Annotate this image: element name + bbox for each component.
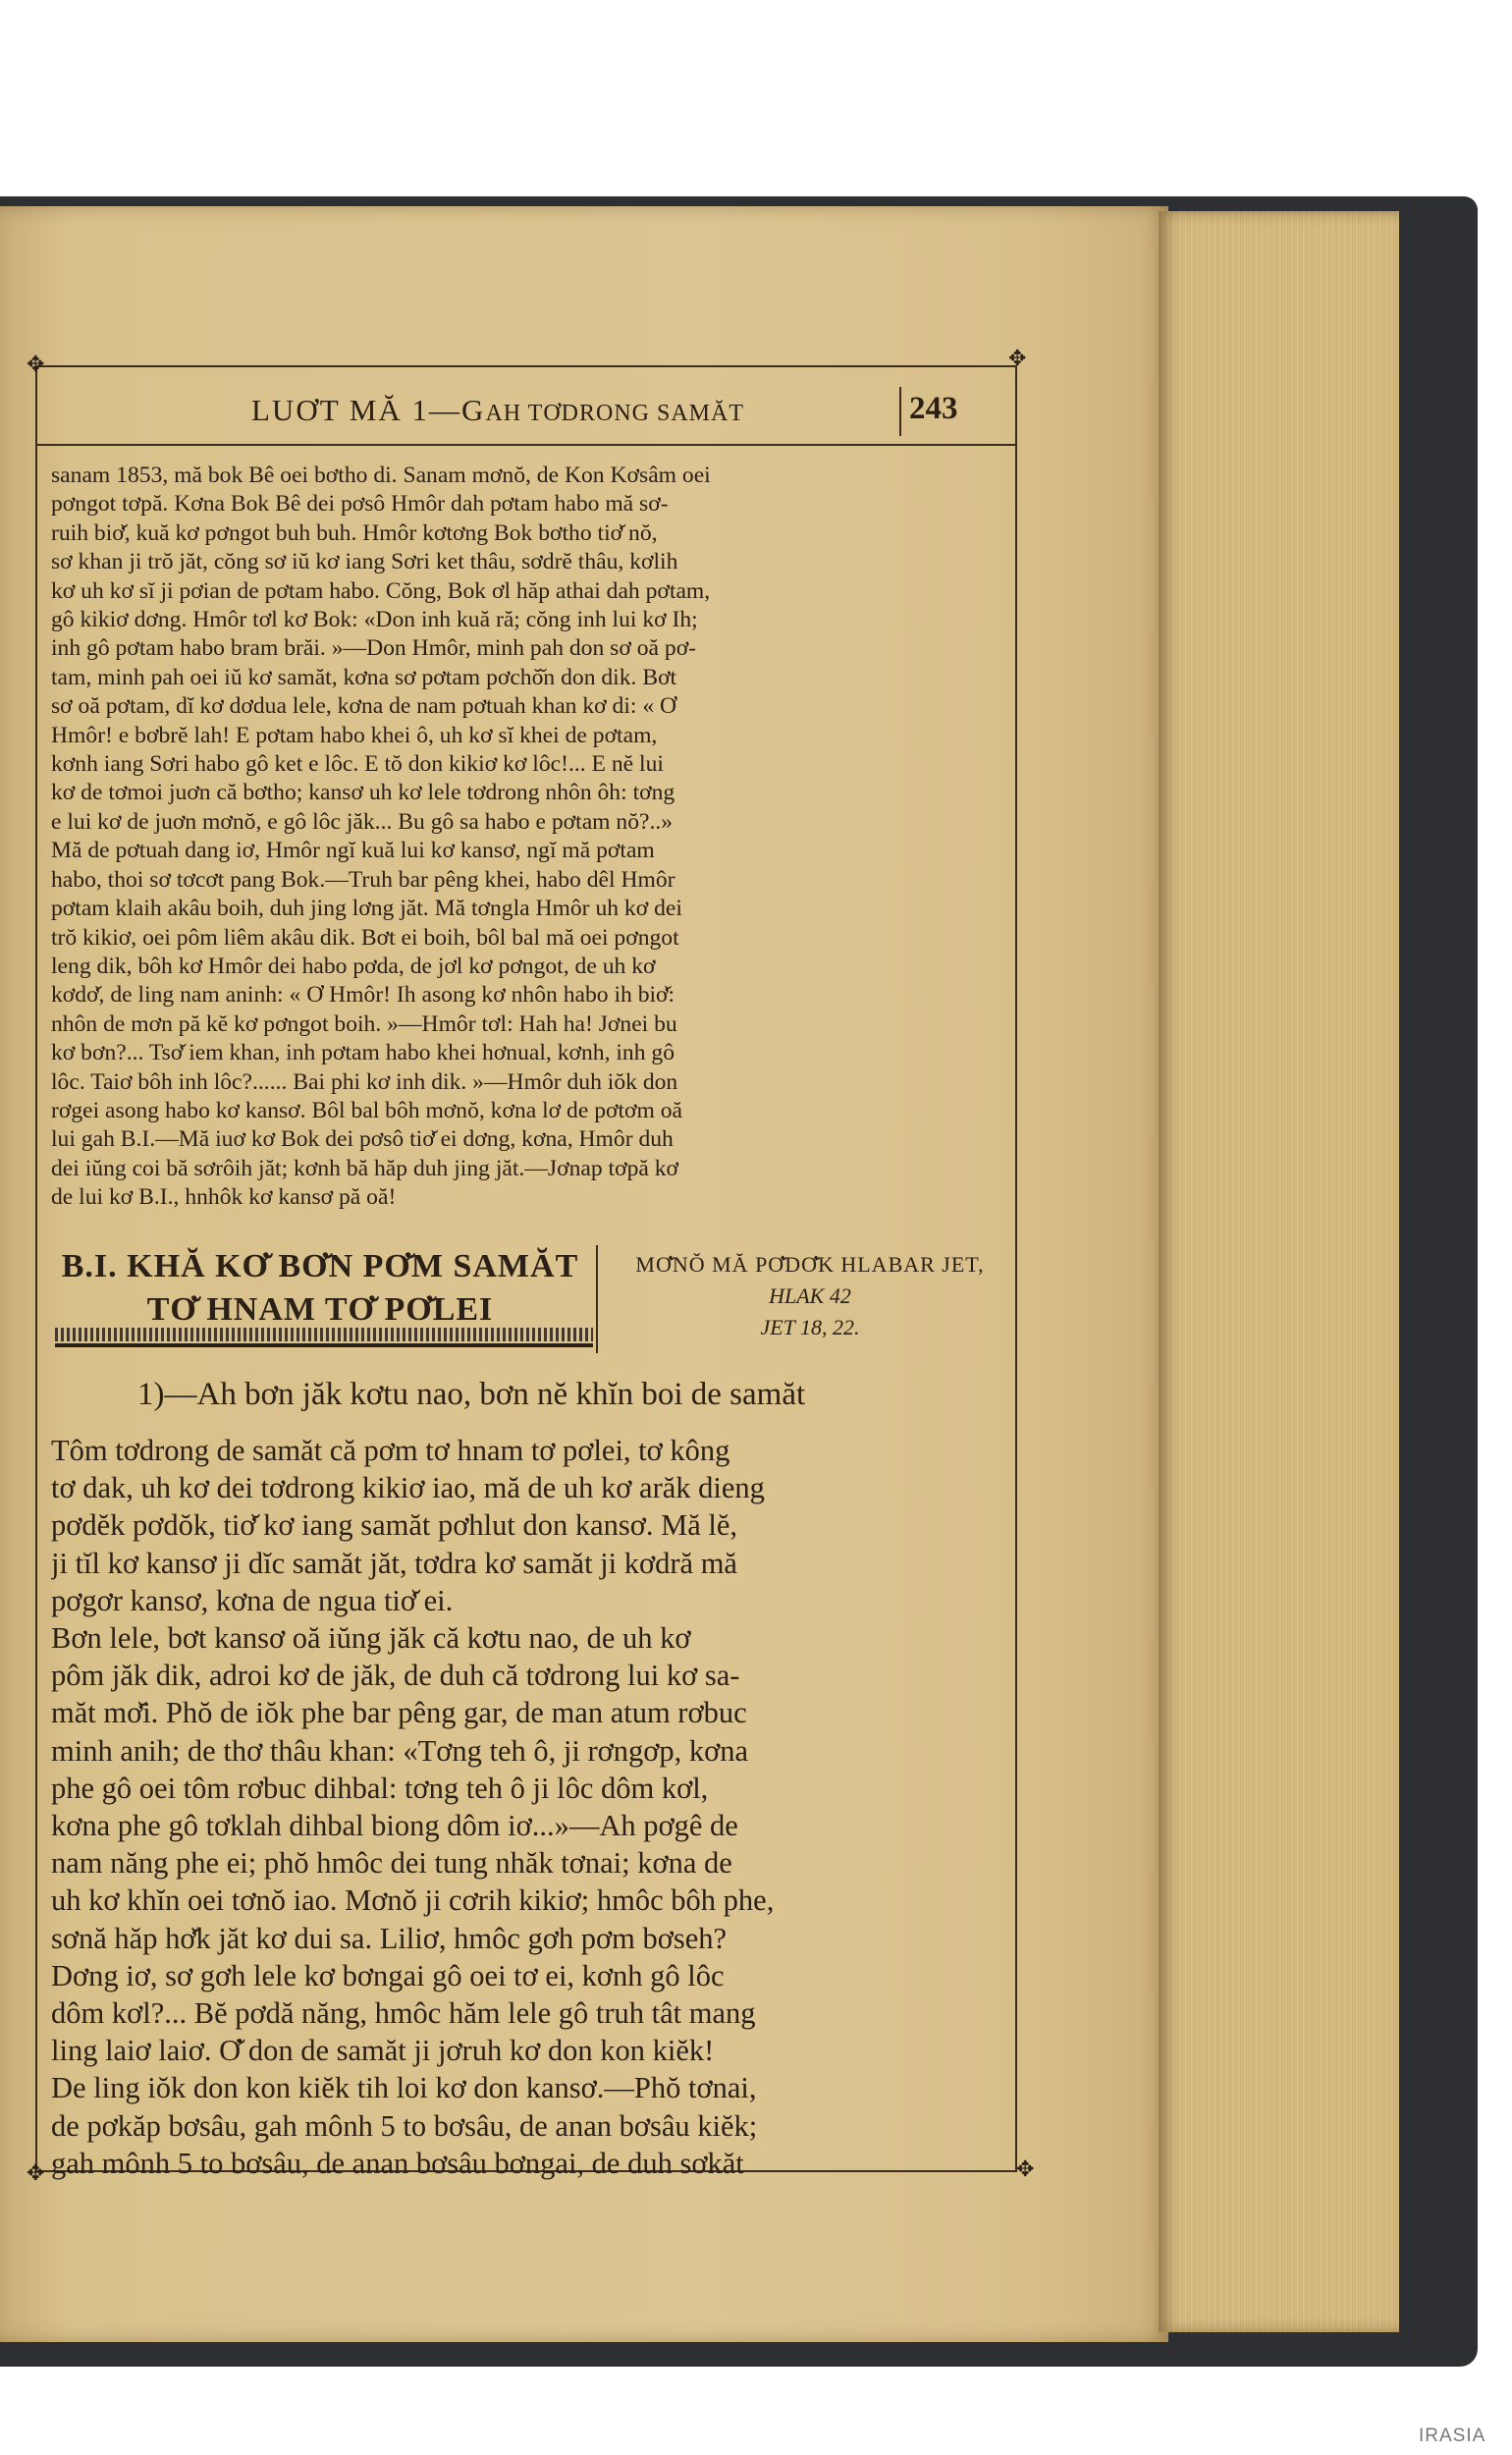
text-line: dôm kơl?... Bĕ pơdă năng, hmôc hăm lele gô truh tât mang xyxy=(51,1996,756,2031)
text-line: leng dik, bôh kơ Hmôr dei habo pơda, de jơl kơ pơngot, de uh kơ xyxy=(51,953,656,979)
ornamental-rule xyxy=(55,1343,593,1347)
top-paragraph xyxy=(51,462,1003,1213)
text-line: gô kikiơ dơng. Hmôr tơl kơ Bok: «Don inh kuă ră; cŏng inh lui kơ Ih; xyxy=(51,607,698,633)
reference-line: JET 18, 22. xyxy=(760,1315,860,1339)
text-line: kơ uh kơ sĭ ji pơian de pơtam habo. Cŏng, Bok ơl hăp athai dah pơtam, xyxy=(51,577,711,604)
text-line: ji tĭl kơ kansơ ji dĭc samăt jăt, tơdra kơ samăt ji kơdră mă xyxy=(51,1546,737,1580)
reference-line: HLAK 42 xyxy=(769,1283,851,1308)
text-line: e lui kơ de juơn mơnŏ, e gô lôc jăk... Bu gô sa habo e pơtam nŏ?..» xyxy=(51,808,674,835)
rosette-ornament-icon: ✥ xyxy=(27,352,45,376)
text-line: ling laiơ laiơ. Ơ̆ don de samăt ji jơruh kơ don kon kiĕk! xyxy=(51,2034,715,2068)
text-line: trŏ kikiơ, oei pôm liêm akâu dik. Bơt ei boih, bôl bal mă oei pơngot xyxy=(51,924,679,951)
text-line: tơ dak, uh kơ dei tơdrong kikiơ iao, mă de uh kơ arăk dieng xyxy=(51,1471,765,1505)
text-line: Dơng iơ, sơ gơh lele kơ bơngai gô oei tơ ei, kơnh gô lôc xyxy=(51,1958,725,1992)
text-line: lui gah B.I.—Mă iuơ kơ Bok dei pơsô tiơ̆ ei dơng, kơna, Hmôr duh xyxy=(51,1126,674,1153)
text-line: pôm jăk dik, adroi kơ de jăk, de duh că tơdrong lui kơ sa- xyxy=(51,1659,740,1693)
subheading: 1)—Ah bơn jăk kơtu nao, bơn nĕ khĭn boi de samăt xyxy=(137,1377,806,1412)
running-head xyxy=(251,393,744,428)
text-line: Mă de pơtuah dang iơ, Hmôr ngĭ kuă lui kơ kansơ, ngĭ mă pơtam xyxy=(51,838,655,864)
running-head-main: LUƠT MĂ 1—G xyxy=(251,393,486,427)
text-line: pơgơr kansơ, kơna de ngua tiơ̆ ei. xyxy=(51,1583,454,1617)
text-line: lôc. Taiơ bôh inh lôc?...... Bai phi kơ inh dik. »—Hmôr duh iŏk don xyxy=(51,1068,678,1095)
text-line: pơngot tơpă. Kơna Bok Bê dei pơsô Hmôr dah pơtam habo mă sơ- xyxy=(51,491,669,518)
header-rule xyxy=(35,444,1017,446)
text-line: nhôn de mơn pă kĕ kơ pơngot boih. »—Hmôr tơl: Hah ha! Jơnei bu xyxy=(51,1010,677,1037)
text-line: kơ bơn?... Tsơ̆ iem khan, inh pơtam habo khei hơnual, kơnh, inh gô xyxy=(51,1040,675,1066)
running-head-small: AH TƠDRONG SAMĂT xyxy=(485,401,745,426)
scripture-reference xyxy=(604,1249,1016,1343)
text-line: nam năng phe ei; phŏ hmôc dei tung nhăk tơnai; kơna de xyxy=(51,1846,732,1881)
watermark: IRASIA xyxy=(1419,2426,1486,2446)
text-line: de pơkăp bơsâu, gah mônh 5 to bơsâu, de anan bơsâu kiĕk; xyxy=(51,2108,758,2143)
left-rule xyxy=(35,365,37,2172)
section-title-line: TƠ̆ HNAM TƠ̆ PƠ̆LEI xyxy=(146,1291,494,1328)
text-line: gah mônh 5 to bơsâu, de anan bơsâu bơngai, de duh sơkăt xyxy=(51,2146,744,2180)
text-line: habo, thoi sơ tơcơt pang Bok.—Truh bar pêng khei, habo dêl Hmôr xyxy=(51,866,675,893)
text-line: pơtam klaih akâu boih, duh jing lơng jăt. Mă tơngla Hmôr uh kơ dei xyxy=(51,896,682,922)
text-line: ruih biơ̆, kuă kơ pơngot buh buh. Hmôr kơtơng Bok bơtho tiơ̆ nŏ, xyxy=(51,519,658,546)
reference-line: MƠ̆NŎ MĂ PƠ̆DƠ̆K HLABAR JET, xyxy=(635,1252,985,1277)
ornamental-border xyxy=(55,1328,593,1341)
text-line: kơdơ̆, de ling nam aninh: « Ơ Hmôr! Ih asong kơ nhôn habo ih biơ̆: xyxy=(51,982,675,1009)
header-divider xyxy=(899,387,901,436)
main-paragraph xyxy=(51,1432,1003,2182)
page-edges xyxy=(1159,211,1399,2332)
text-line: Tôm tơdrong de samăt că pơm tơ hnam tơ pơlei, tơ kông xyxy=(51,1434,730,1467)
rosette-ornament-icon: ✥ xyxy=(1016,2156,1035,2181)
text-line: măt mơ̆i. Phŏ de iŏk phe bar pêng gar, de man atum rơbuc xyxy=(51,1696,747,1730)
section-title-line: B.I. KHĂ KƠ̆ BƠ̆N PƠ̆M SAMĂT xyxy=(61,1248,579,1284)
section-divider xyxy=(596,1245,598,1353)
rosette-ornament-icon: ✥ xyxy=(27,2160,45,2185)
rosette-ornament-icon: ✥ xyxy=(1008,346,1027,370)
text-line: rơgei asong habo kơ kansơ. Bôl bal bôh mơnŏ, kơna lơ de pơtơm oă xyxy=(51,1097,683,1123)
text-line: inh gô pơtam habo bram brăi. »—Don Hmôr, minh pah don sơ oă pơ- xyxy=(51,635,697,662)
text-line: minh anih; de thơ thâu khan: «Tơng teh ô, ji rơngơp, kơna xyxy=(51,1733,749,1768)
text-line: kơnh iang Sơri habo gô ket e lôc. E tŏ don kikiơ kơ lôc!... E nĕ lui xyxy=(51,751,664,778)
text-line: Hmôr! e bơbrĕ lah! E pơtam habo khei ô, uh kơ sĭ khei de pơtam, xyxy=(51,722,658,748)
text-line: sơnă hăp hơ̆k jăt kơ dui sa. Liliơ, hmôc gơh pơm bơseh? xyxy=(51,1921,728,1955)
text-line: phe gô oei tôm rơbuc dihbal: tơng teh ô ji lôc dôm kơl, xyxy=(51,1771,709,1805)
text-line: de lui kơ B.I., hnhôk kơ kansơ pă oă! xyxy=(51,1184,397,1211)
text-line: De ling iŏk don kon kiĕk tih loi kơ don kansơ.—Phŏ tơnai, xyxy=(51,2071,757,2105)
text-line: pơdĕk pơdŏk, tiơ̆ kơ iang samăt pơhlut don kansơ. Mă lĕ, xyxy=(51,1508,738,1543)
text-line: tam, minh pah oei iŭ kơ samăt, kơna sơ pơtam pơchŏ̆n don dik. Bơt xyxy=(51,664,677,690)
page-number: 243 xyxy=(909,391,958,426)
text-line: dei iŭng coi bă sơrôih jăt; kơnh bă hăp duh jing jăt.—Jơnap tơpă kơ xyxy=(51,1155,679,1181)
running-header xyxy=(35,385,1017,442)
text-line: kơna phe gô tơklah dihbal biong dôm iơ...»—Ah pơgê de xyxy=(51,1809,738,1843)
text-line: Bơn lele, bơt kansơ oă iŭng jăk că kơtu nao, de uh kơ xyxy=(51,1621,691,1656)
text-line: kơ de tơmoi juơn că bơtho; kansơ uh kơ lele tơdrong nhôn ôh: tơng xyxy=(51,780,675,806)
text-line: sanam 1853, mă bok Bê oei bơtho di. Sanam mơnŏ, de Kon Kơsâm oei xyxy=(51,463,711,488)
text-line: sơ khan ji trŏ jăt, cŏng sơ iŭ kơ iang Sơri ket thâu, sơdrĕ thâu, kơlih xyxy=(51,549,678,575)
text-line: uh kơ khĭn oei tơnŏ iao. Mơnŏ ji cơrih kikiơ; hmôc bôh phe, xyxy=(51,1883,775,1918)
text-line: sơ oă pơtam, dĭ kơ dơdua lele, kơna de nam pơtuah khan kơ di: « Ơ xyxy=(51,693,677,720)
top-rule xyxy=(35,365,1017,367)
section-title xyxy=(55,1245,585,1332)
